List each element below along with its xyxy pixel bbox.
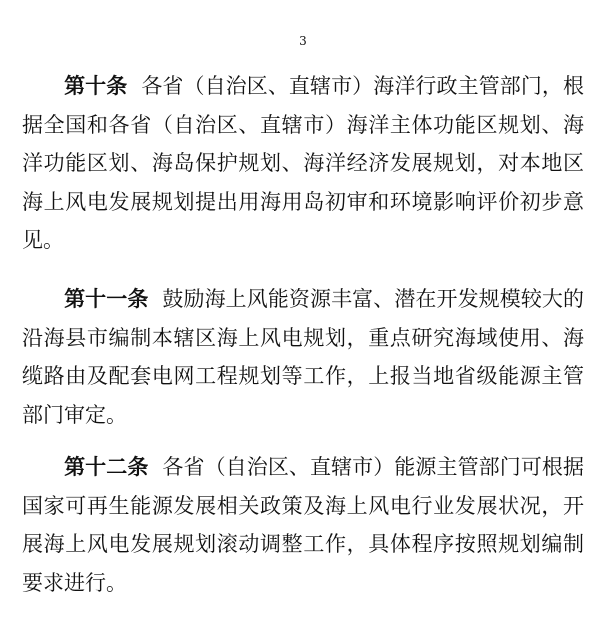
article-10-text: 各省（自治区、直辖市）海洋行政主管部门，根据全国和各省（自治区、直辖市）海洋主体功能区规划、海洋功能区划、海岛保护规划、海洋经济发展规划，对本地区海上风电发展规划提出用海用岛初审和环境影响评价初步意见。 xyxy=(22,74,585,252)
article-11-text: 鼓励海上风能资源丰富、潜在开发规模较大的沿海县市编制本辖区海上风电规划，重点研究海域使用、海缆路由及配套电网工程规划等工作，上报当地省级能源主管部门审定。 xyxy=(22,287,585,427)
article-11 xyxy=(22,280,584,434)
article-12-title: 第十二条 xyxy=(64,454,149,479)
page-number: 3 xyxy=(299,34,307,48)
article-10-title: 第十条 xyxy=(64,73,128,98)
article-12-text: 各省（自治区、直辖市）能源主管部门可根据国家可再生能源发展相关政策及海上风电行业发展状况，开展海上风电发展规划滚动调整工作，具体程序按照规划编制要求进行。 xyxy=(22,455,585,595)
article-10 xyxy=(22,67,584,260)
article-12 xyxy=(22,448,584,602)
article-11-title: 第十一条 xyxy=(64,286,149,311)
